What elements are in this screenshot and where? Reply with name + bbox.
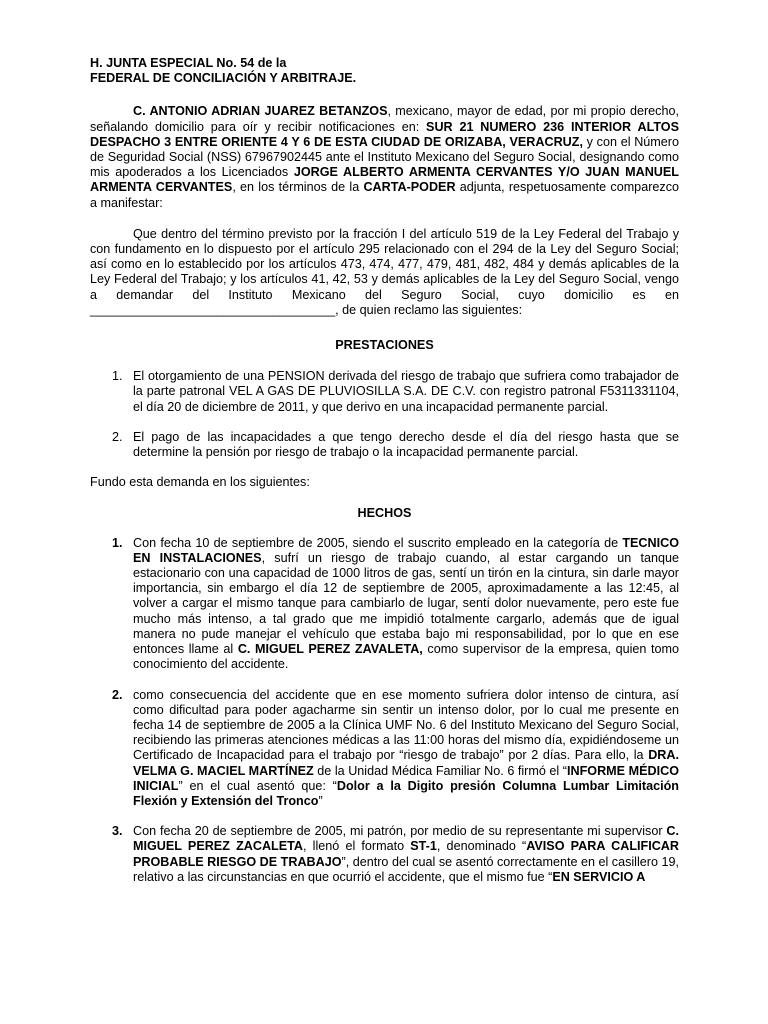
intro-paragraph: C. ANTONIO ADRIAN JUAREZ BETANZOS, mexicano, mayor de edad, por mi propio derecho, señalando domicilio para oír y recibir notificaciones en: SUR 21 NUMERO 236 INTERIOR ALTOS DESPACHO 3 ENTRE ORIENTE 4 Y 6 DE ESTA CIUDAD DE ORIZABA, VERACRUZ, y con el Número de Seguridad Social (NSS) 67967902445 ante el Instituto Mexicano del Seguro Social, designando como mis apoderados a los Licenciados JORGE ALBERTO ARMENTA CERVANTES Y/O JUAN MANUEL ARMENTA CERVANTES, en los términos de la CARTA-PODER adjunta, respetuosamente comparezco a manifestar: (90, 104, 679, 210)
carta-poder: CARTA-PODER (363, 180, 456, 195)
list-item: 2. El pago de las incapacidades a que tengo derecho desde el día del riesgo hasta que se determine la pensión por riesgo de trabajo o la incapacidad permanente parcial. (112, 429, 679, 460)
hechos-list (90, 536, 679, 885)
lawyers-names: JORGE ALBERTO ARMENTA CERVANTES Y/O JUAN MANUEL ARMENTA CERVANTES (90, 165, 679, 195)
section-title-prestaciones: PRESTACIONES (335, 338, 434, 353)
list-item: 3. Con fecha 20 de septiembre de 2005, mi patrón, por medio de su representante mi supervisor C. MIGUEL PEREZ ZACALETA, llenó el formato ST-1, denominado “AVISO PARA CALIFICAR PROBABLE RIESGO DE TRABAJO”, dentro del cual se asentó correctamente en el casillero 19, relativo a las circunstancias en que ocurrió el accidente, que el mismo fue “EN SERVICIO A (112, 824, 679, 884)
list-item: 1. Con fecha 10 de septiembre de 2005, siendo el suscrito empleado en la categoría de TECNICO EN INSTALACIONES, sufrí un riesgo de trabajo cuando, al estar cargando un tanque estacionario con una capacidad de 1000 litros de gas, sentí un tirón en la cintura, sin darle mayor importancia, sin embargo el día 12 de septiembre de 2005, aproximadamente a las 12:45, al volver a cargar el mismo tanque para cambiarlo de lugar, sentí dolor nuevamente, pero este fue mucho más intenso, a tal grado que me impidió totalmente cargarlo, además que de igual manera no pude manejar el vehículo que estaba bajo mi responsabilidad, por lo que en ese entonces llame al C. MIGUEL PEREZ ZAVALETA, como supervisor de la empresa, quien tomo conocimiento del accidente. (112, 535, 679, 672)
plaintiff-name: C. ANTONIO ADRIAN JUAREZ BETANZOS (133, 104, 388, 119)
domicile-blank: ___________________________________ (90, 302, 336, 317)
header-line-1: H. JUNTA ESPECIAL No. 54 de la (90, 56, 287, 70)
plaintiff-address: SUR 21 NUMERO 236 INTERIOR ALTOS DESPACHO 3 ENTRE ORIENTE 4 Y 6 DE ESTA CIUDAD DE ORIZABA, VERACRUZ, (90, 119, 679, 149)
document-body (90, 56, 679, 900)
header-line-2: FEDERAL DE CONCILIACIÓN Y ARBITRAJE. (90, 71, 357, 86)
fundo-line: Fundo esta demanda en los siguientes: (90, 475, 310, 490)
list-item: 2. como consecuencia del accidente que en ese momento sufriera dolor intenso de cintura, así como dificultad para poder agacharme sin sentir un intenso dolor, por lo cual me presente en fecha 14 de septiembre de 2005 a la Clínica UMF No. 6 del Instituto Mexicano del Seguro Social, recibiendo las primeras atenciones médicas a las 11:00 horas del mismo día, expidiéndoseme un Certificado de Incapacidad para el trabajo por “riesgo de trabajo” por 2 días. Para ello, la DRA. VELMA G. MACIEL MARTÍNEZ de la Unidad Médica Familiar No. 6 firmó el “INFORME MÉDICO INICIAL” en el cual asentó que: “Dolor a la Digito presión Columna Lumbar Limitación Flexión y Extensión del Tronco” (112, 687, 680, 808)
demand-tail: ___________________________________, de quien reclamo las siguientes: (90, 302, 523, 317)
section-title-hechos: HECHOS (357, 506, 412, 521)
prestaciones-list (90, 369, 679, 460)
list-item: 1. El otorgamiento de una PENSION derivada del riesgo de trabajo que sufriera como trabajador de la parte patronal VEL A GAS DE PLUVIOSILLA S.A. DE C.V. con registro patronal F5311331104, el día 20 de diciembre de 2011, y que derivo en una incapacidad permanente parcial. (112, 369, 679, 414)
demand-paragraph: Que dentro del término previsto por la fracción I del artículo 519 de la Ley Federal del Trabajo y con fundamento en lo dispuesto por el artículo 295 relacionado con el 294 de la Ley del Seguro Social; así como en lo establecido por los artículos 473, 474, 477, 479, 481, 482, 484 y demás aplicables de la Ley Federal del Trabajo; y los artículos 41, 42, 53 y demás aplicables de la Ley del Seguro Social, vengo a demandar del Instituto Mexicano del Seguro Social, cuyo domicilio es en (90, 226, 679, 302)
